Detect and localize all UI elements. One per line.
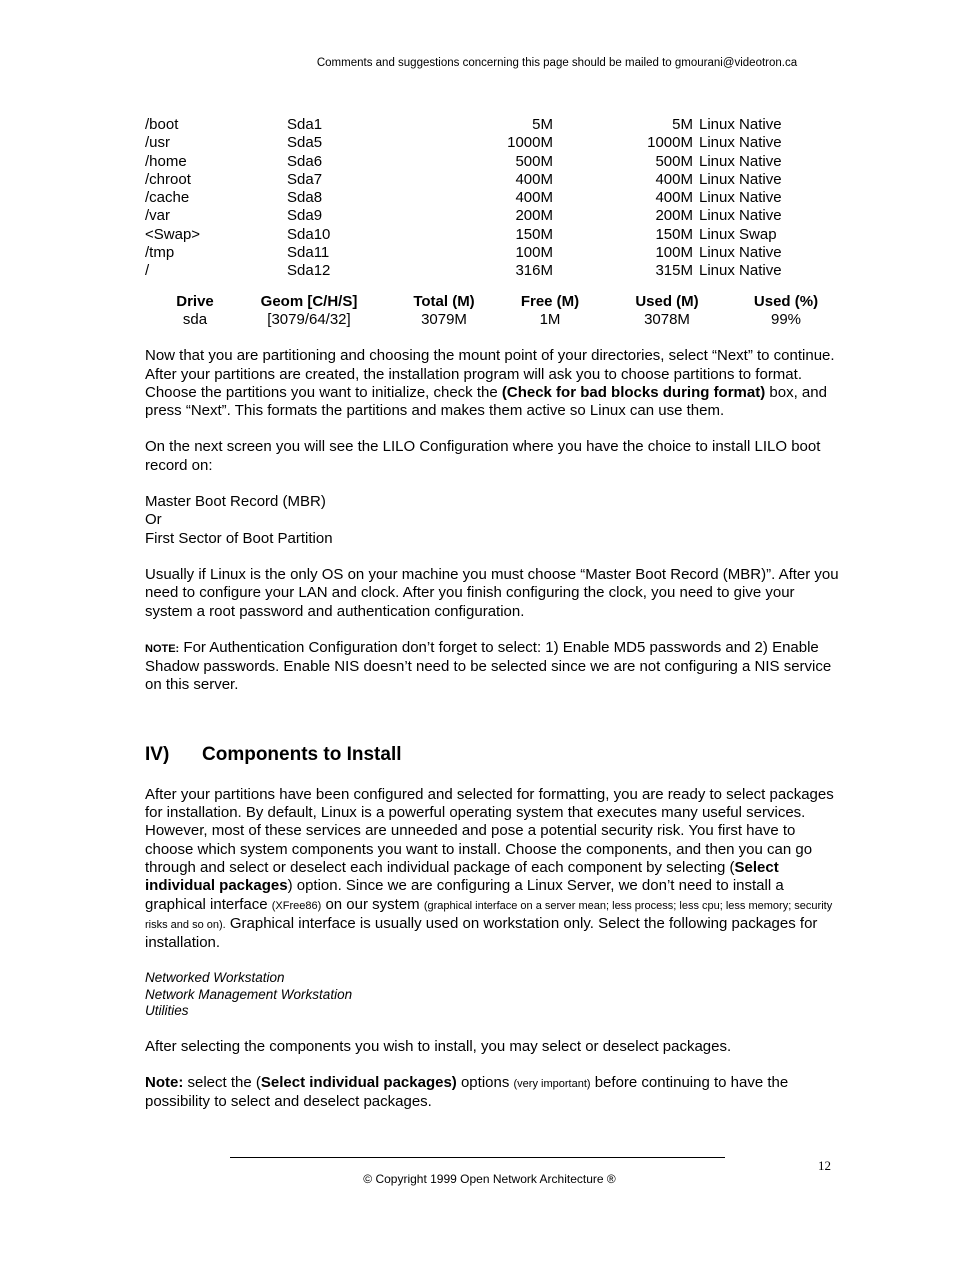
partition-type-cell: Linux Native xyxy=(699,116,782,133)
size-cell: 150M xyxy=(515,225,553,243)
size-cell: 400M xyxy=(515,189,553,207)
component-item: Network Management Workstation xyxy=(145,986,353,1002)
drive-header: Drive xyxy=(176,292,214,310)
device-cell: Sda5 xyxy=(287,134,323,152)
mount-point-cell: /usr xyxy=(145,134,171,152)
partition-type-cell: Linux Native xyxy=(699,262,782,280)
used-cell: 3078M xyxy=(644,310,690,328)
note-text: For Authentication Configuration don’t forget to select: 1) Enable MD5 passwords and 2) Enable Shadow passwords. Enable NIS doesn’t need to be selected since we are not configuring a NIS service on this server. xyxy=(145,638,832,694)
section-title: Components to Install xyxy=(202,743,402,765)
partition-type-cell: Linux Native xyxy=(699,152,782,170)
page-content xyxy=(145,116,845,1130)
free-size-cell: 315M xyxy=(655,262,693,280)
component-list xyxy=(145,970,845,1020)
total-header: Total (M) xyxy=(413,292,475,310)
device-cell: Sda6 xyxy=(287,152,323,170)
paragraph-text: Graphical interface is usually used on workstation only. Select the following packages for installation. xyxy=(145,914,818,952)
paragraph-text: ) option. Since we are configuring a Linux Server, we don’t need to install a graphical interface xyxy=(145,877,784,913)
free-size-cell: 5M xyxy=(672,116,693,133)
free-size-cell: 500M xyxy=(655,152,693,170)
partition-type-cell: Linux Native xyxy=(699,170,782,188)
mount-point-cell: / xyxy=(145,262,150,280)
paragraph-formatting xyxy=(145,347,845,420)
table-row xyxy=(145,226,782,244)
table-row xyxy=(145,189,782,207)
mount-point-cell: /boot xyxy=(145,116,179,133)
partition-type-cell: Linux Native xyxy=(699,244,782,262)
boot-option-mbr: Master Boot Record (MBR) xyxy=(145,493,326,511)
device-cell: Sda11 xyxy=(287,244,330,262)
size-cell: 400M xyxy=(515,170,553,188)
drive-summary-table xyxy=(167,293,845,330)
component-item: Networked Workstation xyxy=(145,970,285,986)
partition-type-cell: Linux Native xyxy=(699,207,782,225)
table-row xyxy=(145,262,782,280)
device-cell: Sda1 xyxy=(287,116,323,133)
boot-options xyxy=(145,493,845,548)
note-label: NOTE: xyxy=(145,642,180,655)
mount-point-cell: /tmp xyxy=(145,244,175,262)
free-size-cell: 400M xyxy=(655,189,693,207)
device-cell: Sda12 xyxy=(287,262,331,280)
small-text: (very important) xyxy=(513,1078,591,1091)
note-text: options xyxy=(456,1074,514,1092)
partition-type-cell: Linux Native xyxy=(699,189,782,207)
free-header: Free (M) xyxy=(520,292,580,310)
section-number: IV) xyxy=(145,743,170,765)
free-size-cell: 150M xyxy=(655,225,693,243)
mount-point-cell: /cache xyxy=(145,189,190,207)
partition-table xyxy=(145,116,782,281)
small-text: (graphical interface on a server mean; less process; less cpu; less memory; security risks and so on). xyxy=(145,899,833,931)
device-cell: Sda10 xyxy=(287,225,331,243)
geom-header: Geom [C/H/S] xyxy=(260,292,358,310)
footer-divider xyxy=(230,1157,725,1158)
geom-cell: [3079/64/32] xyxy=(267,310,351,328)
size-cell: 200M xyxy=(515,207,553,225)
bold-text: (Check for bad blocks during format) xyxy=(501,383,766,401)
bold-text: Select individual packages) xyxy=(260,1074,457,1092)
boot-option-or: Or xyxy=(145,511,162,529)
device-cell: Sda7 xyxy=(287,170,323,188)
free-cell: 1M xyxy=(539,310,561,328)
boot-option-first-sector: First Sector of Boot Partition xyxy=(145,529,333,547)
note-label: Note: xyxy=(145,1074,184,1092)
free-size-cell: 100M xyxy=(655,244,693,262)
total-cell: 3079M xyxy=(421,310,467,328)
paragraph-text: box, and press “Next”. This formats the partitions and makes them active so Linux can use them. xyxy=(145,383,827,420)
used-percent-cell: 99% xyxy=(770,310,802,328)
copyright-notice: © Copyright 1999 Open Network Architecture ® xyxy=(363,1172,616,1186)
component-item: Utilities xyxy=(145,1003,189,1019)
mount-point-cell: /chroot xyxy=(145,170,191,188)
device-cell: Sda9 xyxy=(287,207,323,225)
used-percent-header: Used (%) xyxy=(753,292,819,310)
header-note: Comments and suggestions concerning this page should be mailed to gmourani@videotron.ca xyxy=(316,57,798,69)
table-row xyxy=(145,153,782,171)
note-authentication xyxy=(145,639,845,695)
size-cell: 316M xyxy=(515,262,553,280)
mount-point-cell: <Swap> xyxy=(145,225,201,243)
size-cell: 1000M xyxy=(507,134,553,152)
mount-point-cell: /home xyxy=(145,152,187,170)
device-cell: Sda8 xyxy=(287,189,323,207)
paragraph-text: Now that you are partitioning and choosing the mount point of your directories, select “Next” to continue. After your partitions are created, the installation program will ask you to choose partitions to format. Choose the partitions you want to initialize, check the xyxy=(145,347,835,401)
mount-point-cell: /var xyxy=(145,207,171,225)
bold-text: Select individual packages xyxy=(145,858,779,895)
table-row xyxy=(145,116,782,134)
paragraph-components xyxy=(145,786,845,953)
table-row xyxy=(145,171,782,189)
paragraph-text: After your partitions have been configured and selected for formatting, you are ready to select packages for installation. By default, Linux is a powerful operating system that executes many useful services. However, most of these services are unneeded and pose a potential security risk. You first have to choose which system components you want to install. Choose the components, and then you can go through and select or deselect each individual package of each component by selecting ( xyxy=(145,785,834,876)
paragraph-lilo: On the next screen you will see the LILO Configuration where you have the choice to install LILO boot record on: xyxy=(145,438,821,474)
drive-cell: sda xyxy=(182,310,208,328)
section-heading xyxy=(145,744,845,766)
size-cell: 5M xyxy=(532,116,553,133)
note-text: before continuing to have the possibility to select and deselect packages. xyxy=(145,1074,789,1111)
free-size-cell: 200M xyxy=(655,207,693,225)
small-text: (XFree86) xyxy=(271,899,322,912)
size-cell: 500M xyxy=(515,152,553,170)
paragraph-select-packages: After selecting the components you wish to install, you may select or deselect packages. xyxy=(145,1037,732,1055)
free-size-cell: 1000M xyxy=(647,134,693,152)
note-individual-packages xyxy=(145,1074,845,1112)
note-text: select the ( xyxy=(183,1074,261,1092)
table-row xyxy=(145,134,782,152)
free-size-cell: 400M xyxy=(655,170,693,188)
partition-type-cell: Linux Swap xyxy=(699,225,777,243)
used-header: Used (M) xyxy=(635,292,699,310)
paragraph-text: on our system xyxy=(321,895,424,913)
size-cell: 100M xyxy=(515,244,553,262)
paragraph-mbr: Usually if Linux is the only OS on your machine you must choose “Master Boot Record (MBR)”. After you need to configure your LAN and clock. After you finish configuring the clock, you need to give your system a root password and authentication configuration. xyxy=(145,565,839,620)
page-number: 12 xyxy=(818,1158,831,1173)
table-row xyxy=(145,207,782,225)
partition-type-cell: Linux Native xyxy=(699,134,782,152)
table-row xyxy=(145,244,782,262)
